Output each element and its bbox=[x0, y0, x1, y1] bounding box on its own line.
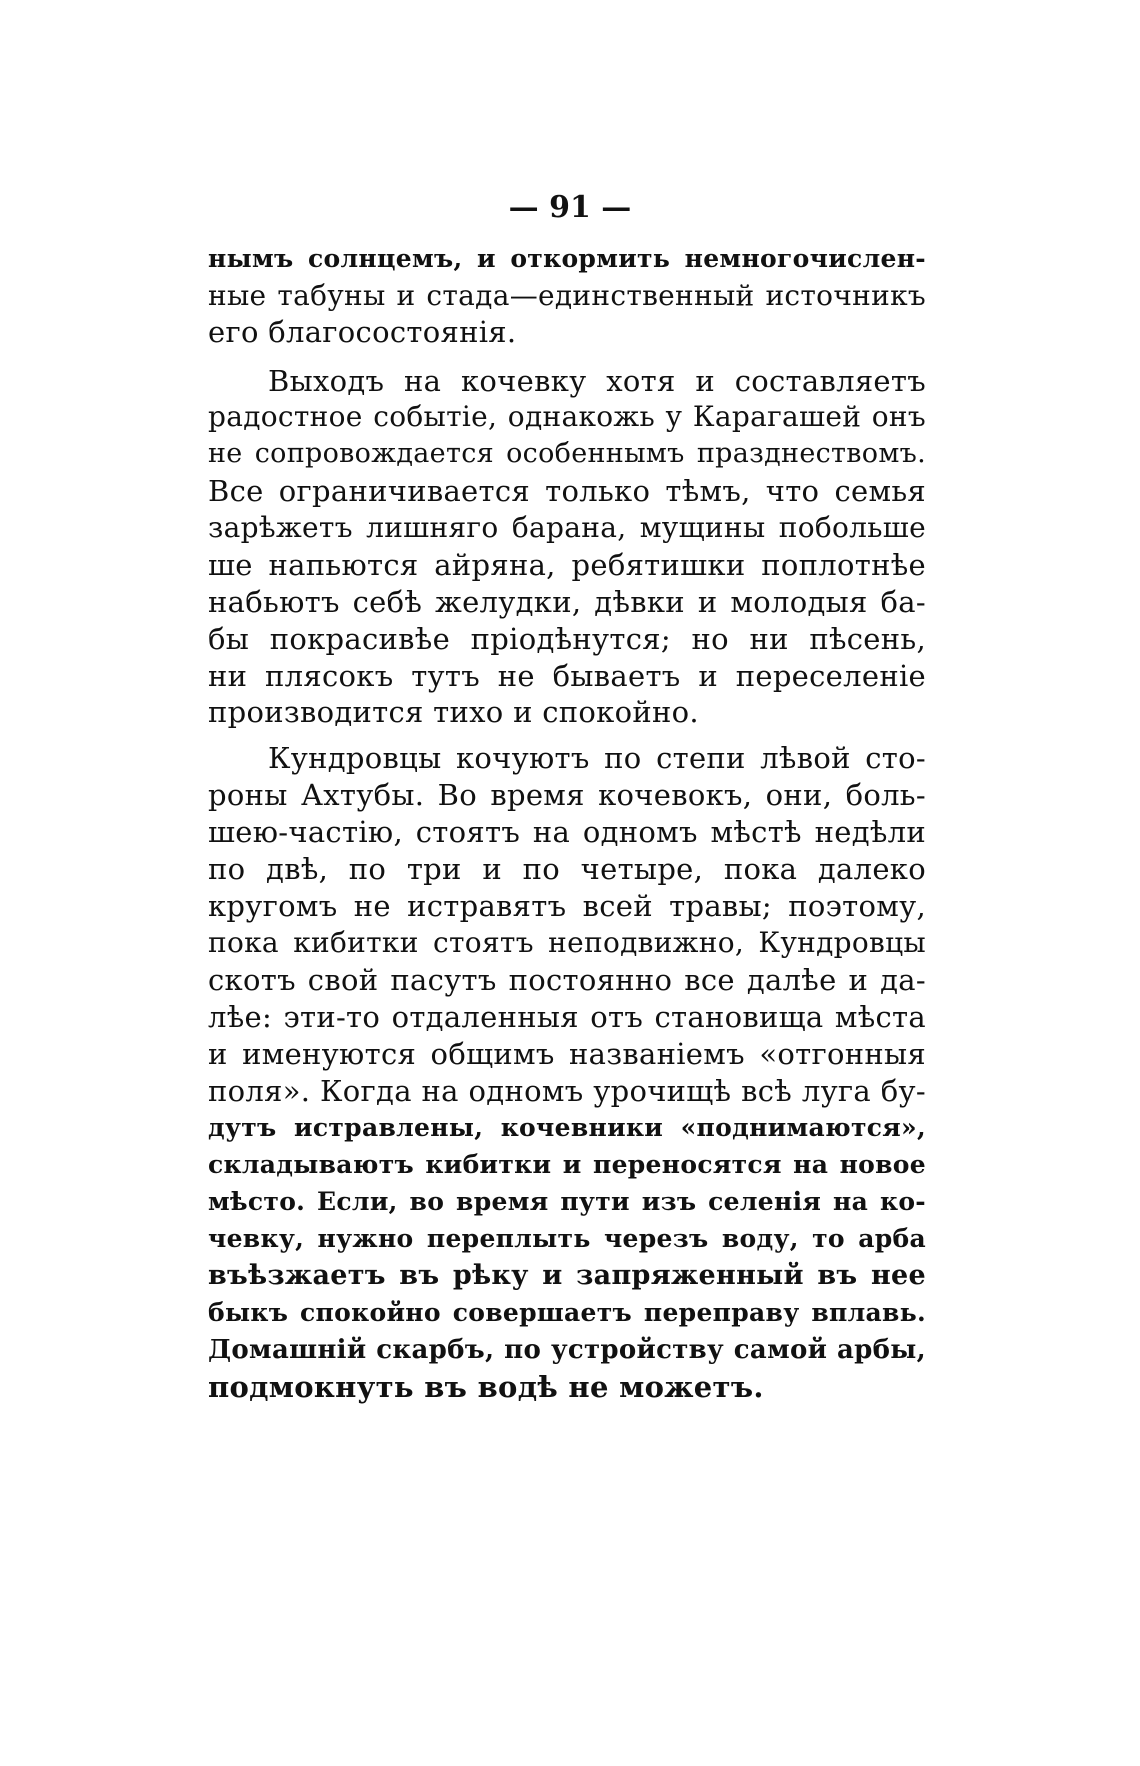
text-line: подмокнуть въ водѣ не можетъ. bbox=[208, 1370, 764, 1404]
text-line: чевку, нужно переплыть черезъ воду, то арба bbox=[208, 1224, 926, 1253]
text-line: складываютъ кибитки и переносятся на новое bbox=[208, 1150, 926, 1179]
text-line: бы покрасивѣе пріодѣнутся; но ни пѣсень, bbox=[208, 622, 926, 656]
text-line: Кундровцы кочуютъ по степи лѣвой сто- bbox=[268, 741, 926, 775]
text-line: производится тихо и спокойно. bbox=[208, 695, 699, 729]
text-line: въѣзжаетъ въ рѣку и запряженный въ нее bbox=[208, 1260, 926, 1291]
text-line: мѣсто. Если, во время пути изъ селенія на ко- bbox=[208, 1187, 926, 1216]
text-line: дутъ истравлены, кочевники «поднимаются», bbox=[208, 1113, 926, 1142]
text-line: скотъ свой пасутъ постоянно все далѣе и да- bbox=[208, 963, 926, 997]
text-line: набьютъ себѣ желудки, дѣвки и молодыя ба- bbox=[208, 585, 926, 619]
text-line: Выходъ на кочевку хотя и составляетъ bbox=[268, 364, 926, 398]
text-line: его благосостоянія. bbox=[208, 315, 517, 349]
text-line: радостное событіе, однакожь у Карагашей онъ bbox=[208, 400, 926, 433]
text-line: лѣе: эти-то отдаленныя отъ становища мѣста bbox=[208, 1000, 926, 1034]
text-line: Домашній скарбъ, по устройству самой арбы, bbox=[208, 1335, 926, 1365]
text-line: роны Ахтубы. Во время кочевокъ, они, боль- bbox=[208, 778, 926, 812]
text-line: Все ограничивается только тѣмъ, что семья bbox=[208, 474, 926, 508]
text-line: ные табуны и стада—единственный источникъ bbox=[208, 279, 926, 312]
text-line: пока кибитки стоятъ неподвижно, Кундровцы bbox=[208, 926, 926, 959]
text-line: быкъ спокойно совершаетъ переправу вплавь. bbox=[208, 1298, 926, 1327]
text-line: и именуются общимъ названіемъ «отгонныя bbox=[208, 1037, 926, 1071]
text-line: по двѣ, по три и по четыре, пока далеко bbox=[208, 852, 926, 886]
page-number: — 91 — bbox=[508, 190, 632, 225]
text-line: ше напьются айряна, ребятишки поплотнѣе bbox=[208, 548, 926, 582]
text-line: ни плясокъ тутъ не бываетъ и переселеніе bbox=[208, 659, 926, 693]
text-line: не сопровождается особеннымъ празднествомъ. bbox=[208, 438, 926, 469]
text-line: зарѣжетъ лишняго барана, мущины побольше bbox=[208, 511, 926, 544]
text-line: кругомъ не истравятъ всей травы; поэтому, bbox=[208, 889, 926, 923]
text-line: поля». Когда на одномъ урочищѣ всѣ луга бу- bbox=[208, 1074, 926, 1108]
text-line: шею-частію, стоятъ на одномъ мѣстѣ недѣли bbox=[208, 815, 926, 849]
text-line: нымъ солнцемъ, и откормить немногочислен- bbox=[208, 244, 926, 273]
